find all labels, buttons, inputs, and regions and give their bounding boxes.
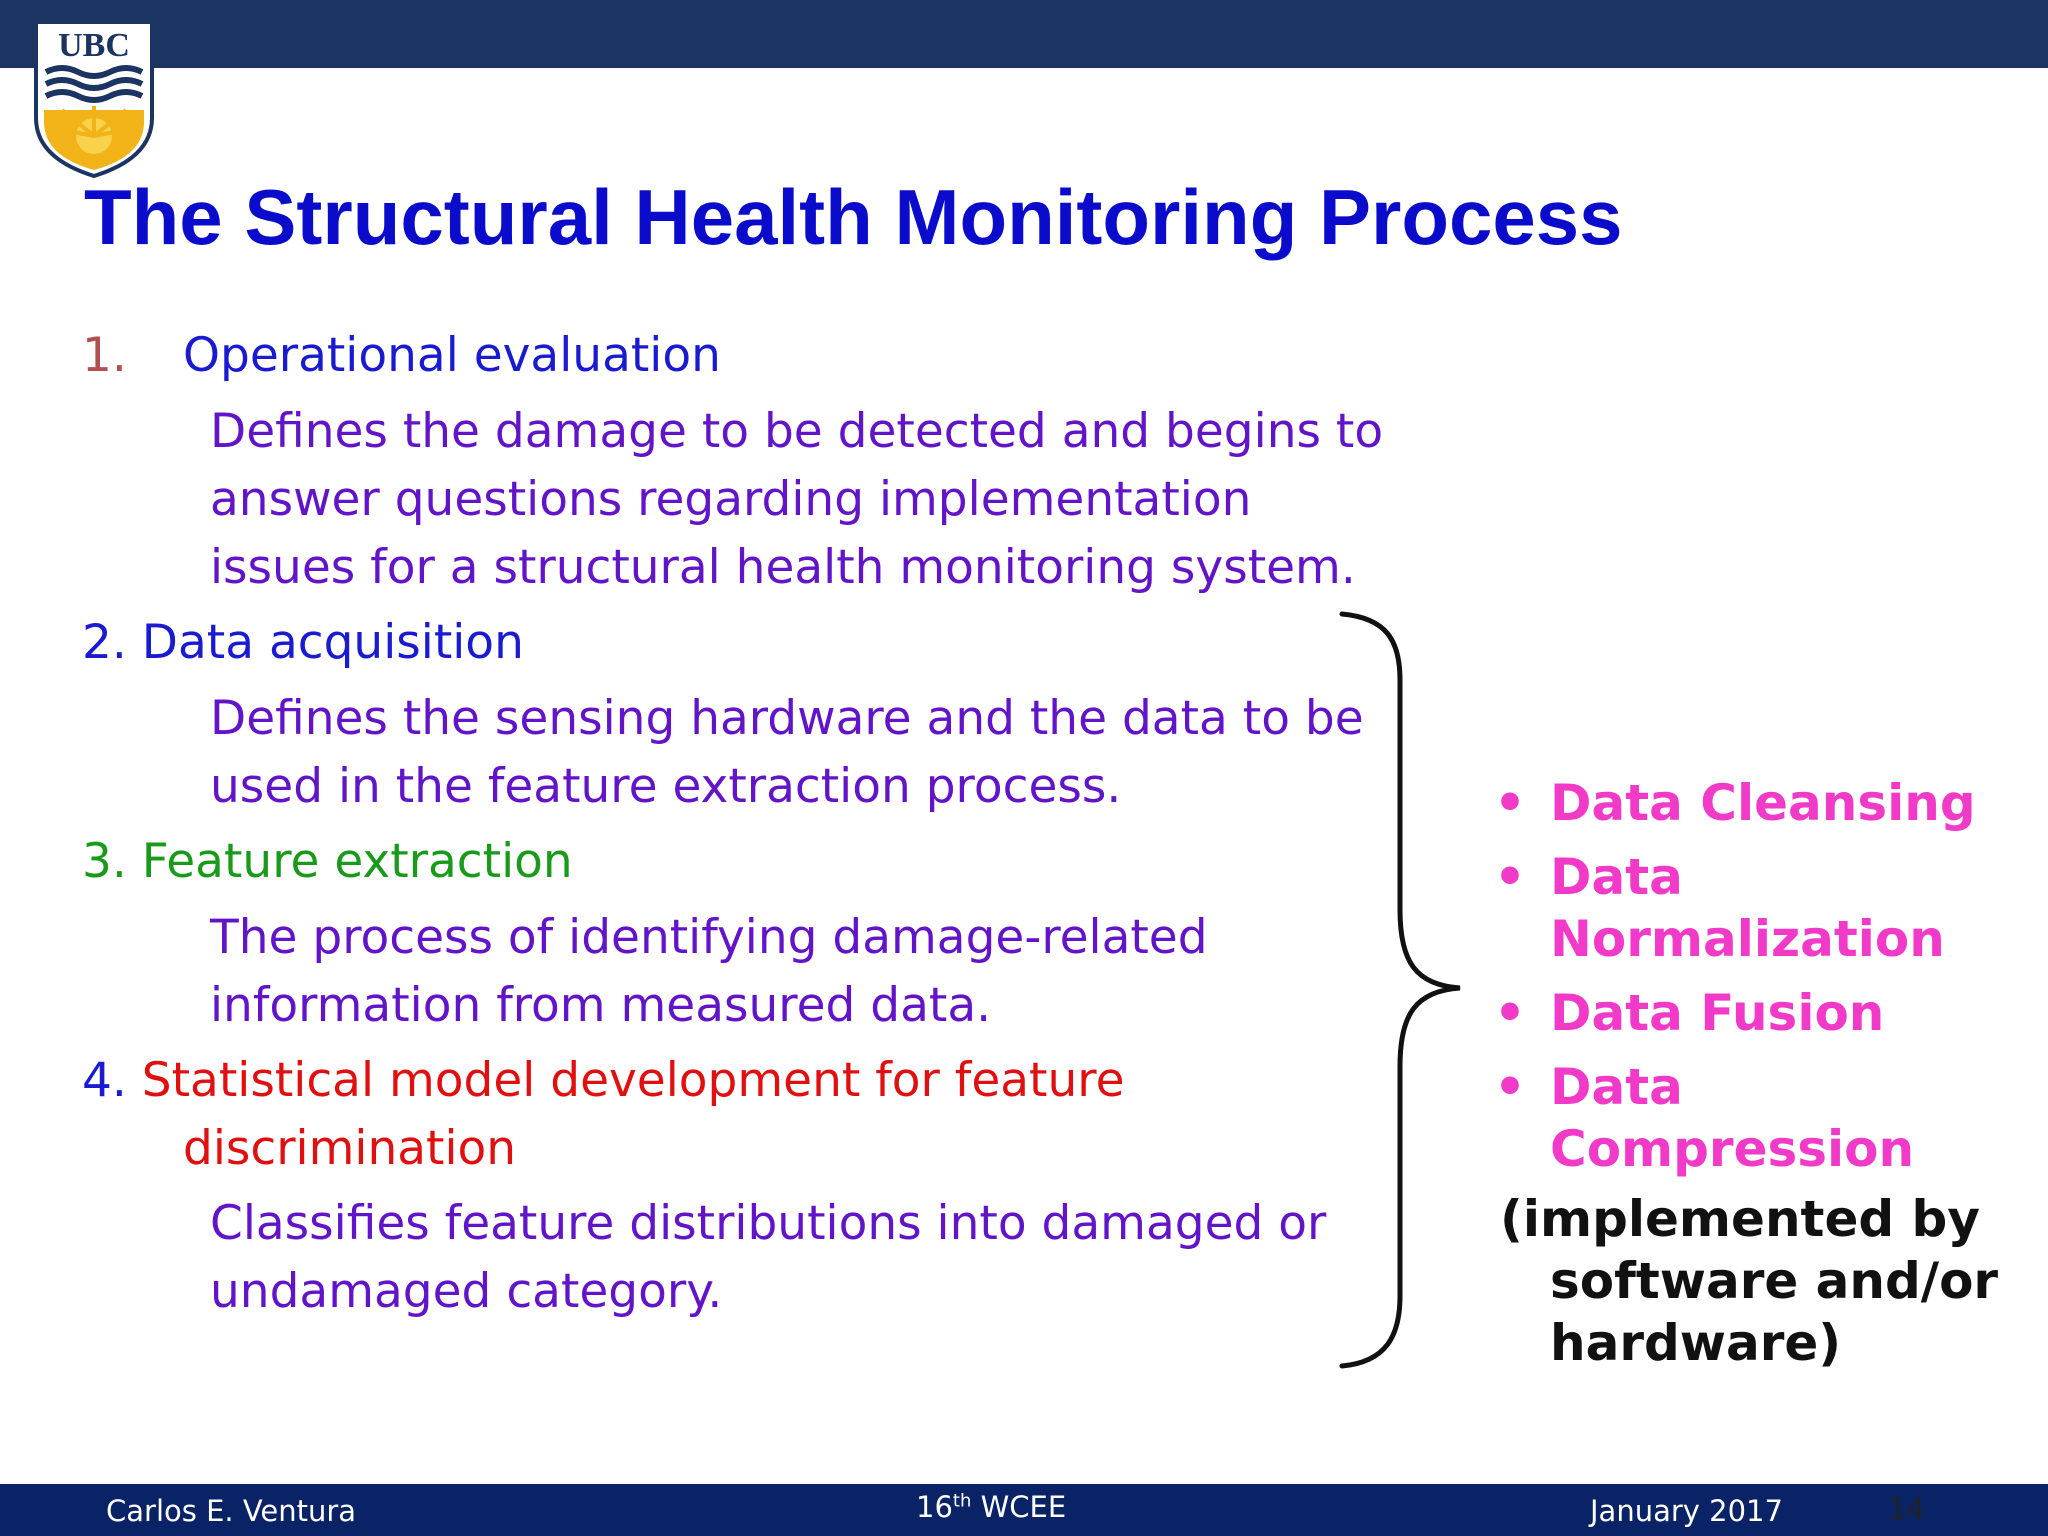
item-1-description xyxy=(210,398,1383,602)
bullet-icon: • xyxy=(1494,984,1526,1042)
list-item: • Data Compression xyxy=(1494,1058,1915,1178)
list-item: • Data Fusion xyxy=(1494,984,1885,1042)
footer-bar xyxy=(0,1484,2048,1536)
item-2-heading xyxy=(82,615,524,671)
item-1-label: Operational evaluation xyxy=(183,328,721,383)
item-3-description xyxy=(210,904,1208,1040)
footer-author: Carlos E. Ventura xyxy=(106,1494,357,1528)
item-4-heading xyxy=(82,1053,1124,1109)
item-3-label: Feature extraction xyxy=(141,834,573,889)
description-line: issues for a structural health monitoring system. xyxy=(210,540,1356,595)
bullet-icon: • xyxy=(1494,1058,1526,1116)
implementation-note: (implemented by software and/or hardware) xyxy=(1500,1190,1999,1372)
item-4-label-continued: discrimination xyxy=(183,1121,517,1176)
item-4-description xyxy=(210,1190,1326,1326)
item-2-number: 2. xyxy=(82,615,127,670)
item-4-number: 4. xyxy=(82,1053,127,1108)
item-2-label: Data acquisition xyxy=(141,615,524,670)
description-line: answer questions regarding implementation xyxy=(210,472,1252,527)
description-line: Classifies feature distributions into damaged or xyxy=(210,1196,1327,1251)
ubc-crest-logo xyxy=(32,18,156,180)
description-line: The process of identifying damage-related xyxy=(210,910,1208,965)
item-3-number: 3. xyxy=(82,834,127,889)
page-number: 14 xyxy=(1888,1492,1925,1526)
top-banner xyxy=(0,0,2048,68)
description-line: undamaged category. xyxy=(210,1264,723,1319)
description-line: Defines the sensing hardware and the data to be xyxy=(210,691,1364,746)
footer-date: January 2017 xyxy=(1590,1494,1783,1528)
processing-steps-list xyxy=(1494,772,2048,1192)
logo-wordmark: UBC xyxy=(58,27,130,64)
item-1-number: 1. xyxy=(82,328,127,383)
bullet-icon: • xyxy=(1494,774,1526,832)
right-curly-brace xyxy=(1336,610,1466,1370)
description-line: Defines the damage to be detected and begins to xyxy=(210,404,1384,459)
item-3-heading xyxy=(82,834,573,890)
footer-conference: 16th WCEE xyxy=(916,1490,1067,1524)
item-4-label: Statistical model development for feature xyxy=(141,1053,1125,1108)
item-2-description xyxy=(210,685,1364,821)
description-line: used in the feature extraction process. xyxy=(210,759,1122,814)
slide-title: The Structural Health Monitoring Process xyxy=(84,173,1623,261)
list-item: • Data Cleansing xyxy=(1494,774,1976,832)
list-item: • Data Normalization xyxy=(1494,848,1945,968)
description-line: information from measured data. xyxy=(210,978,992,1033)
bullet-icon: • xyxy=(1494,848,1526,906)
